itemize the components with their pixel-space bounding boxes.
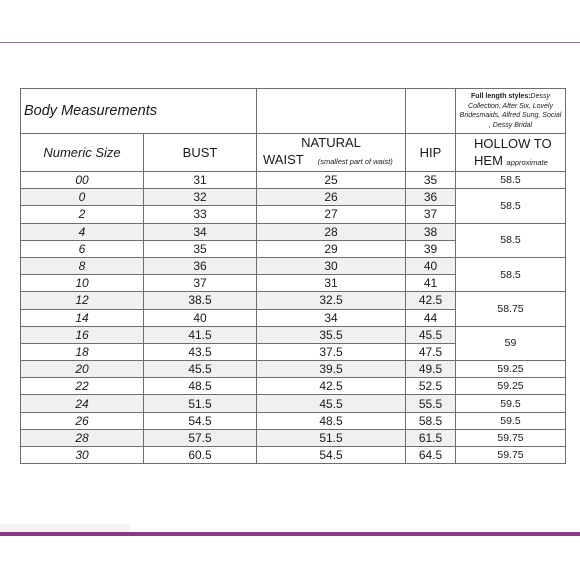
hip-cell: 49.5 (406, 361, 456, 378)
header-hip: HIP (406, 134, 456, 172)
waist-cell: 48.5 (257, 412, 406, 429)
hip-cell: 45.5 (406, 326, 456, 343)
bottom-divider-line (0, 532, 580, 536)
bust-cell: 34 (144, 223, 257, 240)
full-length-styles-note (456, 89, 566, 134)
hip-cell: 42.5 (406, 292, 456, 309)
table-row (21, 429, 566, 446)
size-cell: 16 (21, 326, 144, 343)
size-cell: 22 (21, 378, 144, 395)
bust-cell: 51.5 (144, 395, 257, 412)
bust-cell: 36 (144, 257, 257, 274)
table-row (21, 172, 566, 189)
header-waist-label: WAIST (263, 152, 304, 167)
table-row (21, 326, 566, 343)
waist-cell: 51.5 (257, 429, 406, 446)
table-row (21, 189, 566, 206)
header-hem-label: HEM (474, 152, 503, 168)
hip-cell: 36 (406, 189, 456, 206)
top-divider-line (0, 42, 580, 43)
waist-cell: 37.5 (257, 343, 406, 360)
hem-cell: 59 (456, 326, 566, 360)
waist-cell: 26 (257, 189, 406, 206)
hip-cell: 61.5 (406, 429, 456, 446)
header-bust: BUST (144, 134, 257, 172)
waist-cell: 30 (257, 257, 406, 274)
header-hollow-label: HOLLOW TO (474, 135, 552, 151)
waist-cell: 32.5 (257, 292, 406, 309)
hem-cell: 58.75 (456, 292, 566, 326)
hip-cell: 58.5 (406, 412, 456, 429)
table-title: Body Measurements (21, 89, 257, 134)
table-title-row (21, 89, 566, 134)
size-cell: 26 (21, 412, 144, 429)
size-cell: 20 (21, 361, 144, 378)
waist-cell: 31 (257, 275, 406, 292)
waist-cell: 35.5 (257, 326, 406, 343)
waist-cell: 28 (257, 223, 406, 240)
waist-cell: 42.5 (257, 378, 406, 395)
title-spacer-cell (257, 89, 406, 134)
waist-cell: 34 (257, 309, 406, 326)
size-cell: 12 (21, 292, 144, 309)
waist-cell: 45.5 (257, 395, 406, 412)
header-natural-waist (257, 134, 406, 172)
bust-cell: 54.5 (144, 412, 257, 429)
size-cell: 2 (21, 206, 144, 223)
header-hollow-to-hem (456, 134, 566, 172)
bust-cell: 35 (144, 240, 257, 257)
hem-cell: 59.75 (456, 447, 566, 464)
size-cell: 0 (21, 189, 144, 206)
bust-cell: 37 (144, 275, 257, 292)
bust-cell: 33 (144, 206, 257, 223)
table-row (21, 223, 566, 240)
header-natural-label: NATURAL (301, 135, 361, 150)
size-cell: 8 (21, 257, 144, 274)
waist-cell: 25 (257, 172, 406, 189)
size-cell: 24 (21, 395, 144, 412)
header-numeric-size: Numeric Size (21, 134, 144, 172)
table-row (21, 292, 566, 309)
hem-cell: 59.25 (456, 378, 566, 395)
hip-cell: 64.5 (406, 447, 456, 464)
hip-cell: 55.5 (406, 395, 456, 412)
body-measurements-table (20, 88, 566, 464)
note-body: Dessy Collection, After Six, Lovely Bridesmaids, Alfred Sung, Social , Dessy Bridal (459, 93, 562, 129)
table-row (21, 257, 566, 274)
waist-cell: 54.5 (257, 447, 406, 464)
size-cell: 6 (21, 240, 144, 257)
table-header-row (21, 134, 566, 172)
hem-cell: 59.5 (456, 395, 566, 412)
table-row (21, 447, 566, 464)
bust-cell: 48.5 (144, 378, 257, 395)
size-cell: 10 (21, 275, 144, 292)
waist-cell: 29 (257, 240, 406, 257)
hem-cell: 59.5 (456, 412, 566, 429)
size-cell: 28 (21, 429, 144, 446)
size-cell: 14 (21, 309, 144, 326)
hem-cell: 58.5 (456, 223, 566, 257)
title-spacer-cell (406, 89, 456, 134)
size-cell: 30 (21, 447, 144, 464)
table-row (21, 412, 566, 429)
size-cell: 4 (21, 223, 144, 240)
bust-cell: 40 (144, 309, 257, 326)
hem-cell: 59.25 (456, 361, 566, 378)
hem-cell: 58.5 (456, 189, 566, 223)
bust-cell: 43.5 (144, 343, 257, 360)
bust-cell: 45.5 (144, 361, 257, 378)
note-lead: Full length styles: (471, 93, 531, 100)
header-waist-line (257, 151, 405, 171)
bottom-strip (0, 524, 130, 532)
hip-cell: 38 (406, 223, 456, 240)
bust-cell: 38.5 (144, 292, 257, 309)
bust-cell: 60.5 (144, 447, 257, 464)
hip-cell: 44 (406, 309, 456, 326)
table-row (21, 361, 566, 378)
table-row (21, 378, 566, 395)
hem-cell: 59.75 (456, 429, 566, 446)
header-hem-note: approximate (506, 157, 548, 167)
table-row (21, 395, 566, 412)
bust-cell: 32 (144, 189, 257, 206)
bust-cell: 57.5 (144, 429, 257, 446)
header-waist-note: (smallest part of waist) (317, 157, 393, 166)
hem-cell: 58.5 (456, 257, 566, 291)
hip-cell: 47.5 (406, 343, 456, 360)
size-cell: 18 (21, 343, 144, 360)
hip-cell: 35 (406, 172, 456, 189)
size-cell: 00 (21, 172, 144, 189)
bust-cell: 31 (144, 172, 257, 189)
hip-cell: 39 (406, 240, 456, 257)
hip-cell: 41 (406, 275, 456, 292)
bust-cell: 41.5 (144, 326, 257, 343)
hem-cell: 58.5 (456, 172, 566, 189)
hip-cell: 52.5 (406, 378, 456, 395)
waist-cell: 27 (257, 206, 406, 223)
hip-cell: 40 (406, 257, 456, 274)
waist-cell: 39.5 (257, 361, 406, 378)
hip-cell: 37 (406, 206, 456, 223)
